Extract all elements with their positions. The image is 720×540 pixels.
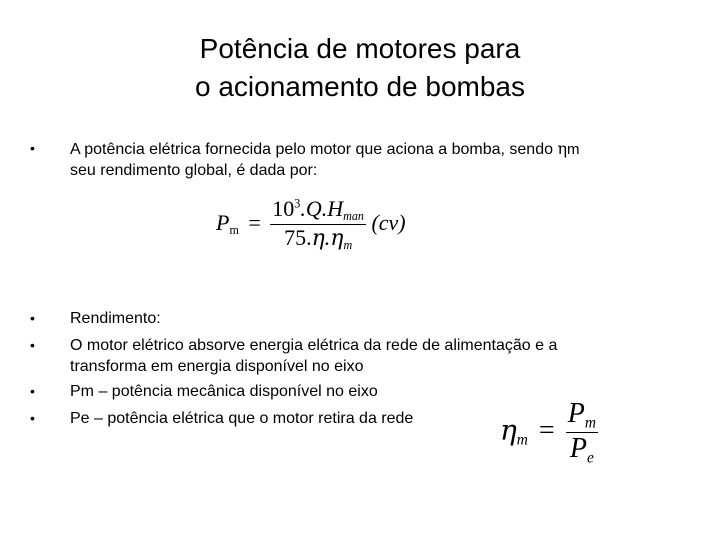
eq1-equals: = xyxy=(248,209,261,235)
eq1-lhs: P xyxy=(216,209,230,235)
eq1-fraction xyxy=(270,196,366,253)
slide-title xyxy=(0,30,720,106)
intro-text xyxy=(70,138,650,181)
bullet-marker: • xyxy=(30,140,35,156)
equation-motor-power xyxy=(216,196,406,253)
intro-text-part1: A potência elétrica fornecida pelo motor que aciona a bomba, sendo xyxy=(70,141,558,158)
eq2-equals: = xyxy=(538,415,555,447)
eq2-eta: η xyxy=(500,413,517,447)
eq1-denominator: $75.\eta.\eta_m$ xyxy=(284,225,353,253)
bullet-marker: • xyxy=(30,310,35,326)
eta-subscript: m xyxy=(567,141,580,158)
bullet-marker: • xyxy=(30,337,35,353)
bullet-marker: • xyxy=(30,410,35,426)
eq1-unit: (cv) xyxy=(371,209,406,235)
intro-text-part2: seu rendimento global, é dada por: xyxy=(70,162,318,179)
eq2-denominator: $P_e$ xyxy=(569,433,594,467)
eq2-lhs-sub: m xyxy=(516,431,528,449)
bullet-marker: • xyxy=(30,383,35,399)
eq1-lhs-sub: m xyxy=(229,223,239,238)
title-line-1: Potência de motores para xyxy=(199,33,521,64)
title-line-2: o acionamento de bombas xyxy=(195,71,525,102)
equation-efficiency xyxy=(500,398,598,468)
list-item-text: Pm – potência mecânica disponível no eixo xyxy=(70,383,378,400)
list-item-text: Rendimento: xyxy=(70,310,161,327)
eq2-numerator: $P_m$ xyxy=(567,398,596,432)
eta-symbol: η xyxy=(557,139,568,158)
eq1-numerator: $10^3.Q.H_{man}$ xyxy=(272,196,364,224)
list-item-text: O motor elétrico absorve energia elétrica da rede de alimentação e a transforma em energia disponível no eixo xyxy=(70,337,558,375)
list-item-text: Pe – potência elétrica que o motor retira da rede xyxy=(70,410,414,427)
eq2-fraction xyxy=(566,398,598,468)
